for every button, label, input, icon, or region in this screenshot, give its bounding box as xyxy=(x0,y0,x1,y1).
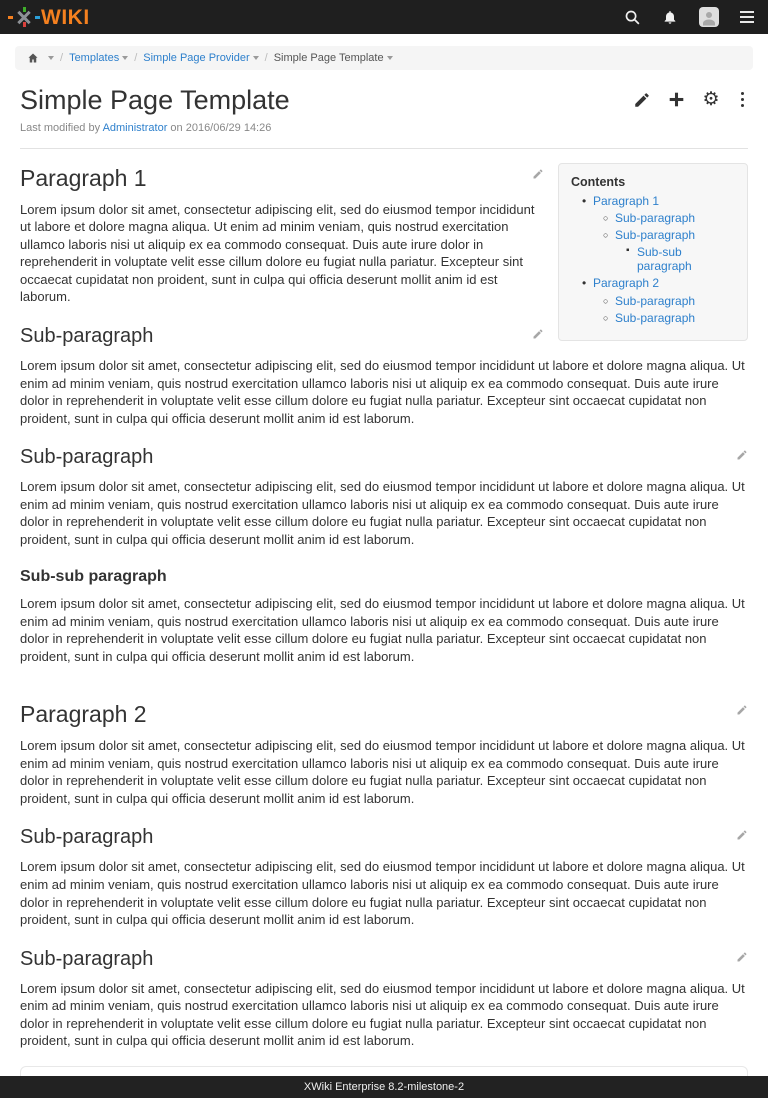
breadcrumb-item-templates[interactable]: Templates xyxy=(69,52,120,64)
toc-list xyxy=(571,194,735,325)
drawer-menu-icon[interactable] xyxy=(740,11,754,23)
section-edit-pencil-icon[interactable] xyxy=(736,448,748,466)
section-edit-pencil-icon[interactable] xyxy=(736,950,748,968)
document-content xyxy=(20,149,748,1050)
toc-link[interactable]: Paragraph 2 xyxy=(593,276,660,291)
toc-item xyxy=(571,294,735,308)
modified-date: on 2016/06/29 14:26 xyxy=(170,121,272,134)
section-edit-pencil-icon[interactable] xyxy=(736,703,748,721)
toc-item xyxy=(571,311,735,325)
section-paragraph: Lorem ipsum dolor sit amet, consectetur adipiscing elit, sed do eiusmod tempor incididunt ut labore et dolore magna aliqua. Ut enim ad minim veniam, quis nostrud exercitation ullamco laboris nisi ut aliquip ex ea commodo consequat. Duis aute irure dolor in reprehenderit in voluptate velit esse cillum dolore eu fugiat nulla pariatur. Excepteur sint occaecat cupidatat non proident, sunt in culpa qui officia deserunt mollit anim id est laborum. xyxy=(20,358,745,426)
toc-link[interactable]: Sub-paragraph xyxy=(615,293,696,308)
modified-prefix: Last modified by xyxy=(20,121,101,134)
toc-item xyxy=(571,194,735,208)
content-section xyxy=(20,444,748,548)
section-paragraph: Lorem ipsum dolor sit amet, consectetur adipiscing elit, sed do eiusmod tempor incididunt ut labore et dolore magna aliqua. Ut enim ad minim veniam, quis nostrud exercitation ullamco laboris nisi ut aliquip ex ea commodo consequat. Duis aute irure dolor in reprehenderit in voluptate velit esse cillum dolore eu fugiat nulla pariatur. Excepteur sint occaecat cupidatat non proident, sunt in culpa qui officia deserunt mollit anim id est laborum. xyxy=(20,859,745,928)
notifications-bell-icon[interactable] xyxy=(662,9,678,25)
breadcrumb-separator: / xyxy=(264,52,268,64)
section-paragraph: Lorem ipsum dolor sit amet, consectetur adipiscing elit, sed do eiusmod tempor incididunt ut labore et dolore magna aliqua. Ut enim ad minim veniam, quis nostrud exercitation ullamco laboris nisi ut aliquip ex ea commodo consequat. Duis aute irure dolor in reprehenderit in voluptate velit esse cillum dolore eu fugiat nulla pariatur. Excepteur sint occaecat cupidatat non proident, sunt in culpa qui officia deserunt mollit anim id est laborum. xyxy=(20,201,535,305)
toc-link[interactable]: Sub-paragraph xyxy=(615,210,696,225)
breadcrumb-item-simple-page-provider[interactable]: Simple Page Provider xyxy=(143,52,250,64)
page-title: Simple Page Template xyxy=(20,85,290,115)
add-page-plus-icon[interactable] xyxy=(668,91,685,108)
home-caret-icon[interactable] xyxy=(48,56,54,60)
section-paragraph: Lorem ipsum dolor sit amet, consectetur adipiscing elit, sed do eiusmod tempor incididunt ut labore et dolore magna aliqua. Ut enim ad minim veniam, quis nostrud exercitation ullamco laboris nisi ut aliquip ex ea commodo consequat. Duis aute irure dolor in reprehenderit in voluptate velit esse cillum dolore eu fugiat nulla pariatur. Excepteur sint occaecat cupidatat non proident, sunt in culpa qui officia deserunt mollit anim id est laborum. xyxy=(20,738,745,806)
section-heading: Paragraph 1 xyxy=(20,164,147,191)
content-section xyxy=(20,699,748,807)
top-navigation-bar xyxy=(0,0,768,34)
chevron-down-icon[interactable] xyxy=(387,56,393,60)
last-modified-line xyxy=(20,122,748,134)
breadcrumb-item-current: Simple Page Template xyxy=(273,52,384,64)
section-paragraph: Lorem ipsum dolor sit amet, consectetur adipiscing elit, sed do eiusmod tempor incididunt ut labore et dolore magna aliqua. Ut enim ad minim veniam, quis nostrud exercitation ullamco laboris nisi ut aliquip ex ea commodo consequat. Duis aute irure dolor in reprehenderit in voluptate velit esse cillum dolore eu fugiat nulla pariatur. Excepteur sint occaecat cupidatat non proident, sunt in culpa qui officia deserunt mollit anim id est laborum. xyxy=(20,595,745,664)
section-heading: Sub-paragraph xyxy=(20,947,154,970)
modified-author-link[interactable]: Administrator xyxy=(102,121,168,134)
edit-pencil-icon[interactable] xyxy=(633,91,651,109)
toc-link[interactable]: Sub-paragraph xyxy=(615,310,696,325)
section-edit-pencil-icon[interactable] xyxy=(736,828,748,846)
table-of-contents xyxy=(558,163,748,341)
toc-link[interactable]: Sub-sub paragraph xyxy=(637,245,692,274)
section-heading: Sub-sub paragraph xyxy=(20,568,167,586)
home-icon[interactable] xyxy=(27,52,39,64)
section-paragraph: Lorem ipsum dolor sit amet, consectetur adipiscing elit, sed do eiusmod tempor incididunt ut labore et dolore magna aliqua. Ut enim ad minim veniam, quis nostrud exercitation ullamco laboris nisi ut aliquip ex ea commodo consequat. Duis aute irure dolor in reprehenderit in voluptate velit esse cillum dolore eu fugiat nulla pariatur. Excepteur sint occaecat cupidatat non proident, sunt in culpa qui officia deserunt mollit anim id est laborum. xyxy=(20,479,745,547)
user-avatar[interactable] xyxy=(699,7,719,27)
logo-wiki-text: WIKI xyxy=(41,5,90,29)
breadcrumb-separator: / xyxy=(60,52,64,64)
xwiki-logo[interactable] xyxy=(14,6,90,28)
xwiki-x-logo-icon xyxy=(14,6,34,28)
section-heading: Sub-paragraph xyxy=(20,826,154,849)
section-heading: Paragraph 2 xyxy=(20,701,147,728)
more-actions-kebab-icon[interactable] xyxy=(737,91,749,109)
breadcrumb xyxy=(15,46,753,70)
version-footer-bar xyxy=(0,1076,768,1098)
section-edit-pencil-icon[interactable] xyxy=(532,327,544,345)
toc-link[interactable]: Paragraph 1 xyxy=(593,193,660,208)
section-heading: Sub-paragraph xyxy=(20,446,154,469)
breadcrumb-separator: / xyxy=(134,52,138,64)
chevron-down-icon[interactable] xyxy=(122,56,128,60)
page-actions xyxy=(633,86,748,109)
version-text: XWiki Enterprise 8.2-milestone-2 xyxy=(303,1080,465,1093)
toc-item xyxy=(571,211,735,225)
toc-item xyxy=(571,276,735,290)
content-section xyxy=(20,566,748,665)
section-heading: Sub-paragraph xyxy=(20,325,154,348)
toc-item xyxy=(571,228,735,242)
toc-item xyxy=(571,245,735,273)
section-edit-pencil-icon[interactable] xyxy=(532,167,544,185)
toc-title: Contents xyxy=(571,174,626,189)
content-section xyxy=(20,824,748,928)
section-paragraph: Lorem ipsum dolor sit amet, consectetur adipiscing elit, sed do eiusmod tempor incididunt ut labore et dolore magna aliqua. Ut enim ad minim veniam, quis nostrud exercitation ullamco laboris nisi ut aliquip ex ea commodo consequat. Duis aute irure dolor in reprehenderit in voluptate velit esse cillum dolore eu fugiat nulla pariatur. Excepteur sint occaecat cupidatat non proident, sunt in culpa qui officia deserunt mollit anim id est laborum. xyxy=(20,980,745,1049)
chevron-down-icon[interactable] xyxy=(253,56,259,60)
content-section xyxy=(20,946,748,1050)
settings-gear-icon[interactable]: ⚙ xyxy=(702,89,720,110)
search-icon[interactable] xyxy=(624,9,641,26)
toc-link[interactable]: Sub-paragraph xyxy=(615,227,696,242)
